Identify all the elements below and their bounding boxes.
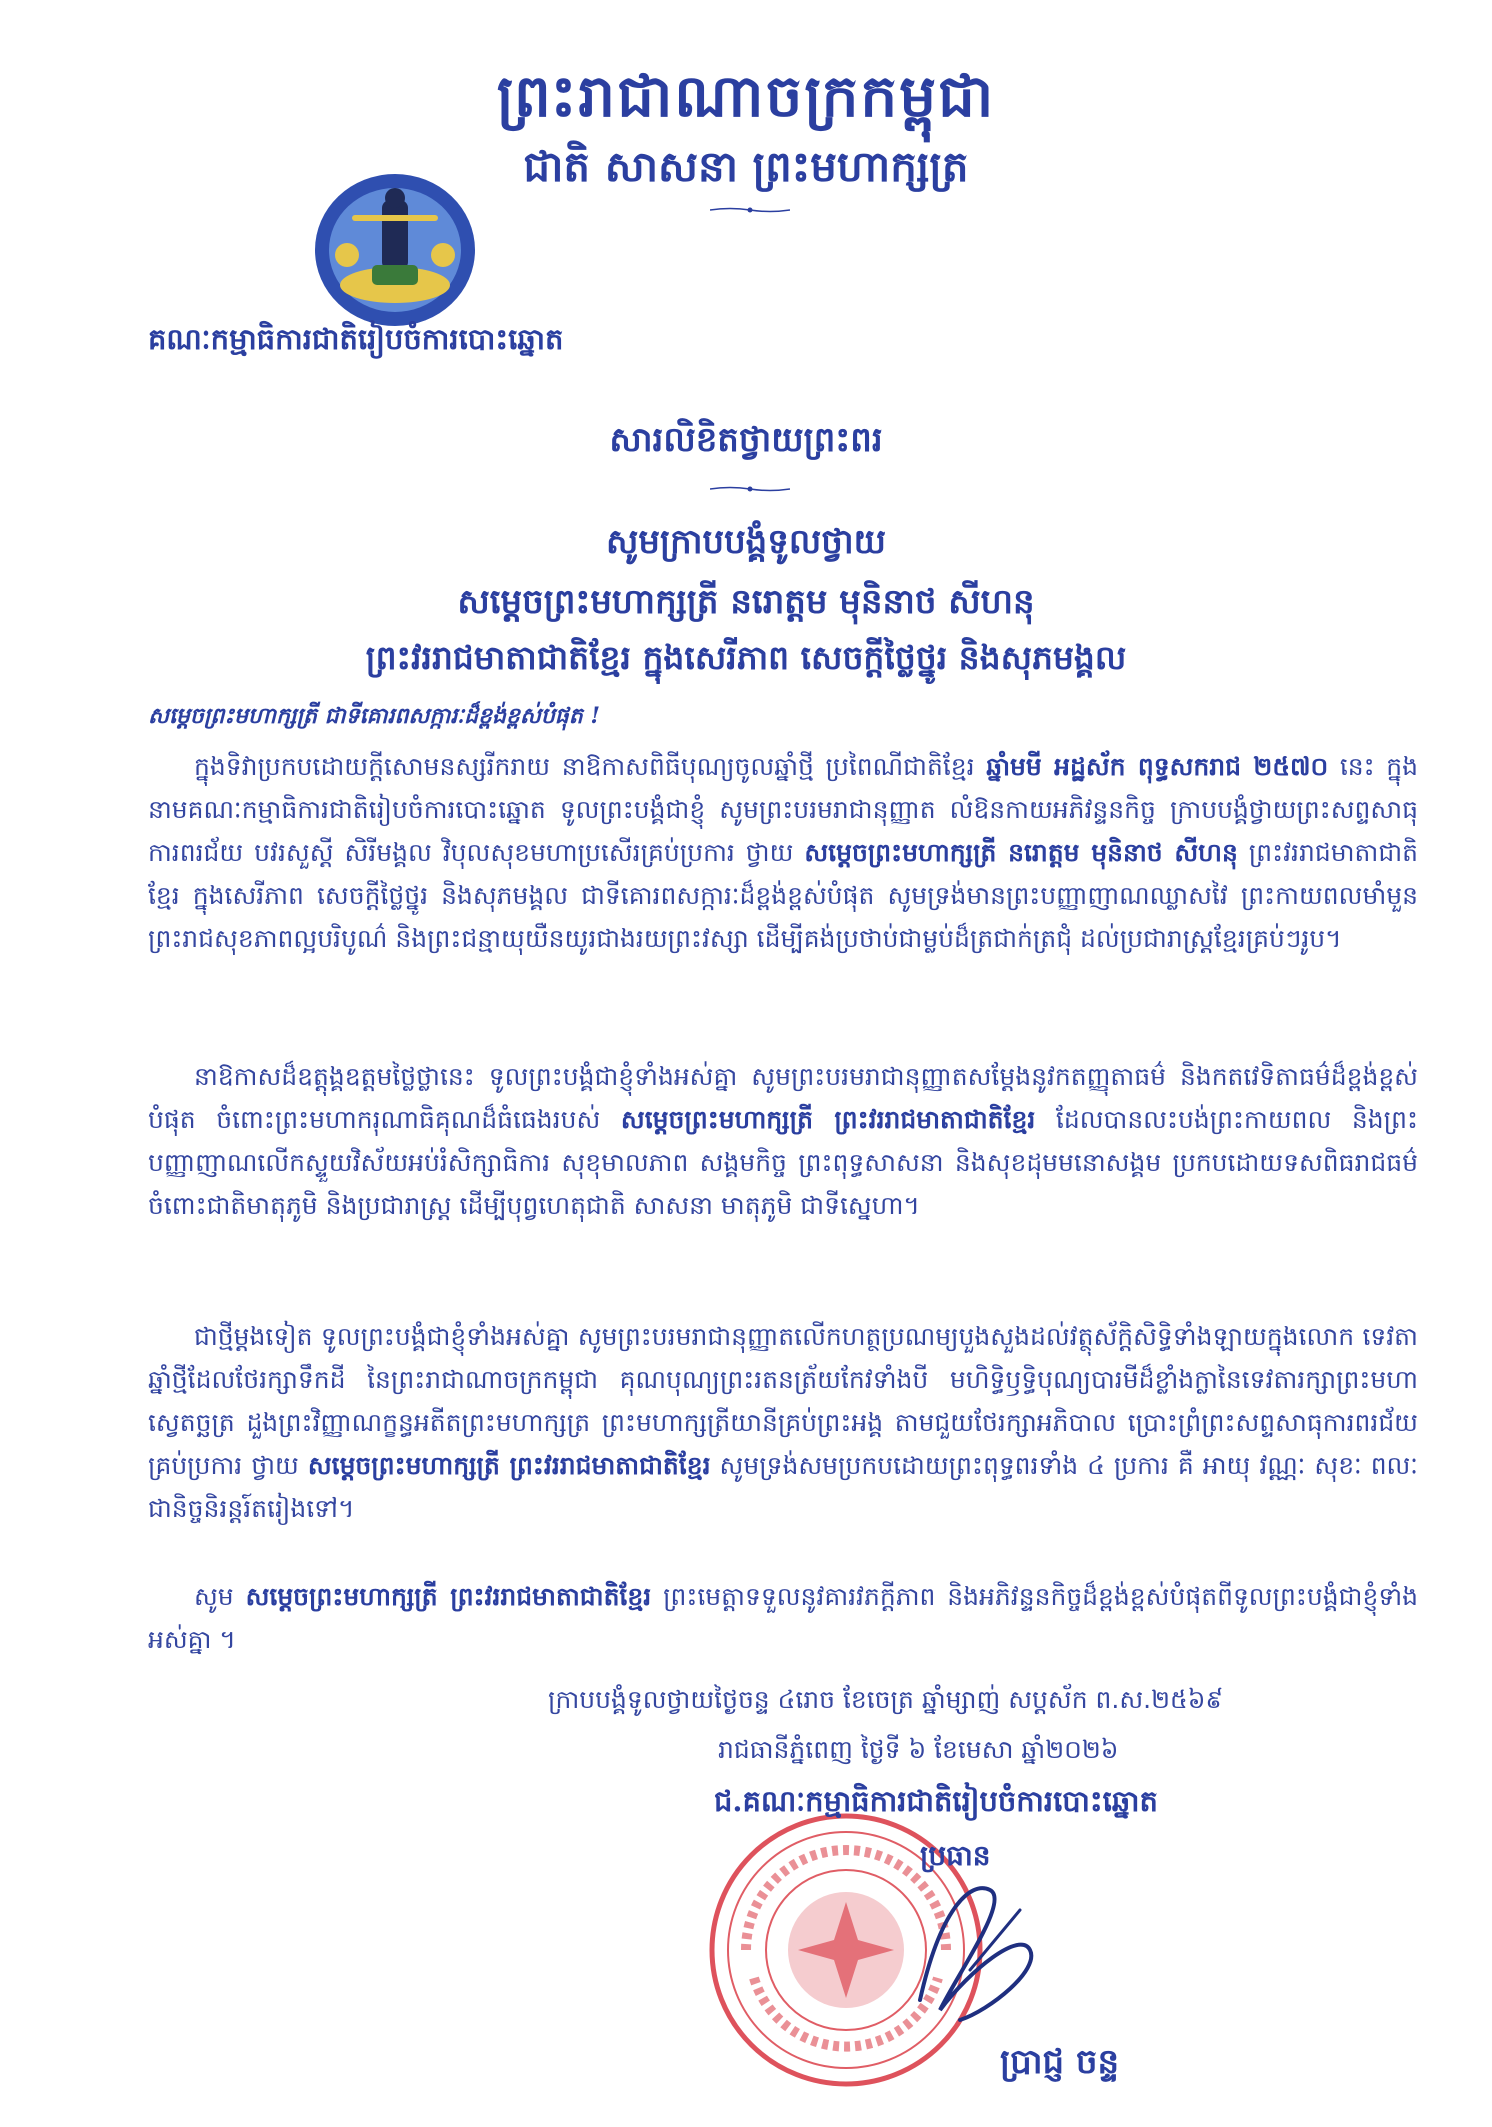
- p2-queen-title: សម្តេចព្រះមហាក្សត្រី ព្រះវររាជមាតាជាតិខ្មែរ: [620, 1105, 1036, 1134]
- address-line-1: សូមក្រាបបង្គំទូលថ្វាយ: [606, 522, 886, 562]
- document-title: សារលិខិតថ្វាយព្រះពរ: [609, 420, 883, 460]
- paragraph-3: [148, 1315, 1418, 1530]
- title-ornament: [710, 205, 790, 215]
- p3-text-a: ជាថ្មីម្តងទៀត ទូលព្រះបង្គំជាខ្ញុំទាំងអស់គ្នា សូមព្រះបរមរាជានុញ្ញាតលើកហត្ថប្រណម្យបួងសួងដល់វត្ថុស័ក្តិសិទ្ធិទាំងឡាយក្នុងលោក ទេវតាឆ្នាំថ្មីដែលថែរក្សាទឹកដី នៃព្រះរាជាណាចក្រកម្ពុជា គុណបុណ្យព្រះរតនត្រ័យកែវទាំងបី មហិទ្ធិឫទ្ធិបុណ្យបារមីដ៏ខ្លាំងក្លានៃទេវតារក្សាព្រះមហាស្វេតច្ឆត្រ ដួងព្រះវិញ្ញាណក្ខន្ធអតីតព្រះមហាក្សត្រ ព្រះមហាក្សត្រីយានីគ្រប់ព្រះអង្គ តាមជួយថែរក្សាអភិបាល ប្រោះព្រំព្រះសព្ទសាធុការពរជ័យគ្រប់ប្រការ ថ្វាយ: [148, 1322, 1418, 1480]
- paragraph-4: [148, 1575, 1418, 1661]
- p1-text-c: នេះ ក្នុងនាមគណៈកម្មាធិការជាតិរៀបចំការបោះឆ្នោត ទូលព្រះបង្គំជាខ្ញុំ សូមព្រះបរមរាជានុញ្ញាត លំឱនកាយអភិវន្ទនកិច្ច ក្រាបបង្គំថ្វាយព្រះសព្ទសាធុការពរជ័យ បវរសួស្តី សិរីមង្គល វិបុលសុខមហាប្រសើរគ្រប់ប្រការ ថ្វាយ: [148, 752, 1419, 867]
- paragraph-1: [148, 745, 1418, 960]
- issuing-body: គណៈកម្មាធិការជាតិរៀបចំការបោះឆ្នោត: [148, 322, 564, 356]
- p1-queen-name: សម្តេចព្រះមហាក្សត្រី នរោត្តម មុនិនាថ សីហនុ: [804, 838, 1238, 867]
- address-line-3: ព្រះវររាជមាតាជាតិខ្មែរ ក្នុងសេរីភាព សេចក្តីថ្លៃថ្នូរ និងសុភមង្គល: [365, 638, 1127, 677]
- p4-queen-title: សម្តេចព្រះមហាក្សត្រី ព្រះវររាជមាតាជាតិខ្មែរ: [245, 1582, 652, 1611]
- p4-text-a: សូម: [194, 1582, 246, 1611]
- handwritten-signature: [900, 1850, 1050, 2040]
- p1-text-a: ក្នុងទិវាប្រកបដោយក្តីសោមនស្សរីករាយ នាឱកាសពិធីបុណ្យចូលឆ្នាំថ្មី ប្រពៃណីជាតិខ្មែរ: [194, 752, 987, 781]
- solar-date: រាជធានីភ្នំពេញ ថ្ងៃទី ៦ ខែមេសា ឆ្នាំ២០២៦: [718, 1735, 1119, 1764]
- signatory-name: ប្រាជ្ញ ចន្ទ: [1000, 2042, 1120, 2082]
- p1-text-e: ព្រះវររាជមាតាជាតិខ្មែរ ក្នុងសេរីភាព សេចក្តីថ្លៃថ្នូរ និងសុភមង្គល ជាទីគោរពសក្ការៈដ៏ខ្ពង់ខ្ពស់បំផុត សូមទ្រង់មានព្រះបញ្ញាញាណឈ្លាសវៃ ព្រះកាយពលមាំមួន ព្រះរាជសុខភាពល្អបរិបូណ៌ និងព្រះជន្មាយុយឺនយូរជាងរយព្រះវស្សា ដើម្បីគង់ប្រថាប់ជាម្លប់ដ៏ត្រជាក់ត្រជុំ ដល់ប្រជារាស្ត្រខ្មែរគ្រប់ៗរូប។: [148, 838, 1418, 953]
- paragraph-2: [148, 1055, 1418, 1227]
- p1-year: ឆ្នាំមមី អដ្ឋស័ក ពុទ្ធសករាជ ២៥៧០: [986, 752, 1329, 781]
- p2-text-a: នាឱកាសដ៏ឧត្តុង្គឧត្តមថ្លៃថ្លានេះ ទូលព្រះបង្គំជាខ្ញុំទាំងអស់គ្នា សូមព្រះបរមរាជានុញ្ញាតសម្តែងនូវកតញ្ញុតាធម៌ និងកតវេទិតាធម៌ដ៏ខ្ពង់ខ្ពស់បំផុត ចំពោះព្រះមហាករុណាធិគុណដ៏ធំធេងរបស់: [148, 1062, 1418, 1134]
- nec-emblem-icon: [312, 170, 478, 330]
- address-line-2: សម្តេចព្រះមហាក្សត្រី នរោត្តម មុនិនាថ សីហនុ: [457, 582, 1035, 622]
- doc-title-ornament: [710, 484, 790, 494]
- lunar-date: ក្រាបបង្គំទូលថ្វាយថ្ងៃចន្ទ ៤រោច ខែចេត្រ ឆ្នាំម្សាញ់ សប្តស័ក ព.ស.២៥៦៩: [548, 1685, 1224, 1714]
- salutation: សម្តេចព្រះមហាក្សត្រី ជាទីគោរពសក្ការៈដ៏ខ្ពង់ខ្ពស់បំផុត !: [148, 703, 601, 729]
- signatory-role: ប្រធាន: [920, 1839, 991, 1872]
- p3-queen-title: សម្តេចព្រះមហាក្សត្រី ព្រះវររាជមាតាជាតិខ្មែរ: [307, 1451, 711, 1480]
- p3-text-c: សូមទ្រង់សមប្រកបដោយព្រះពុទ្ធពរទាំង ៤ ប្រការ គឺ អាយុ វណ្ណៈ សុខៈ ពលៈ ជានិច្ចនិរន្តរ៍តរៀងទៅ។: [148, 1451, 1418, 1523]
- signatory-organization: ជ.គណៈកម្មាធិការជាតិរៀបចំការបោះឆ្នោត: [714, 1784, 1158, 1818]
- p2-text-c: ដែលបានលះបង់ព្រះកាយពល និងព្រះបញ្ញាញាណលើកស្ទួយវិស័យអប់រំសិក្សាធិការ សុខុមាលភាព សង្គមកិច្ច ព្រះពុទ្ធសាសនា និងសុខដុមមនោសង្គម ប្រកបដោយទសពិធរាជធម៌ចំពោះជាតិមាតុភូមិ និងប្រជារាស្ត្រ ដើម្បីបុព្វហេតុជាតិ សាសនា មាតុភូមិ ជាទីស្នេហា។: [148, 1105, 1418, 1220]
- p4-text-c: ព្រះមេត្តាទទួលនូវគារវភក្តីភាព និងអភិវន្ទនកិច្ចដ៏ខ្ពង់ខ្ពស់បំផុតពីទូលព្រះបង្គំជាខ្ញុំទាំងអស់គ្នា ។: [148, 1582, 1418, 1654]
- kingdom-title: ព្រះរាជាណាចក្រកម្ពុជា: [496, 62, 996, 130]
- national-motto: ជាតិ សាសនា ព្រះមហាក្សត្រ: [523, 142, 969, 191]
